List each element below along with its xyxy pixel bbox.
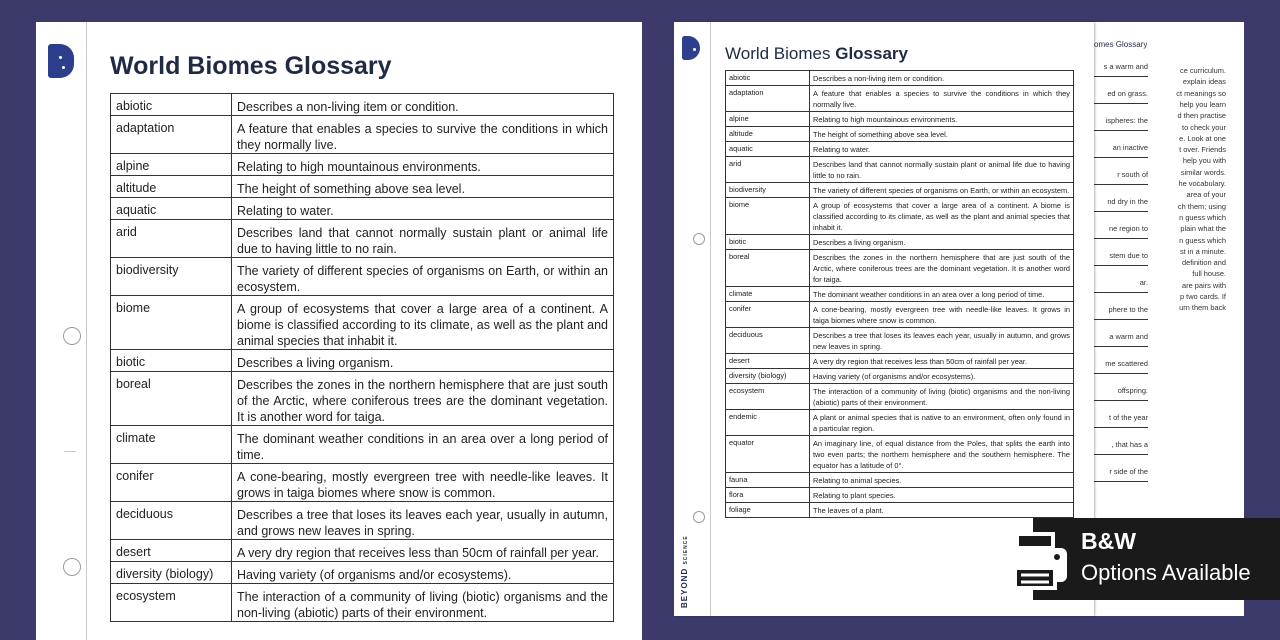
table-row <box>111 372 614 426</box>
table-row <box>726 112 1074 127</box>
glossary-definition: Relating to high mountainous environments. <box>232 154 614 176</box>
table-row <box>726 235 1074 250</box>
text-fragment: to check your <box>1182 122 1226 132</box>
text-fragment: p two cards. If <box>1179 292 1226 301</box>
text-fragment: t over. Friends <box>1179 145 1226 155</box>
text-fragment: me scattered <box>1105 359 1148 368</box>
glossary-term: aquatic <box>111 198 232 220</box>
table-line <box>1092 130 1148 131</box>
text-fragment: st in a minute. <box>1179 246 1226 256</box>
text-fragment: n guess which <box>1179 235 1226 245</box>
text-fragment: ar. <box>1139 278 1148 287</box>
glossary-term: arid <box>111 220 232 258</box>
table-row <box>111 94 614 116</box>
text-fragment: phere to the <box>1108 305 1148 314</box>
glossary-definition: Describes the zones in the northern hemisphere that are just south of the Arctic, where coniferous trees are the dominant vegetation. It is another word for taiga. <box>232 372 614 426</box>
glossary-definition: Describes a living organism. <box>232 350 614 372</box>
glossary-definition: Relating to water. <box>810 142 1074 157</box>
table-row <box>111 464 614 502</box>
glossary-definition: Describes a non-living item or condition. <box>810 71 1074 86</box>
text-fragment: explain ideas <box>1182 77 1226 87</box>
text-fragment: n guess which <box>1179 212 1226 222</box>
table-line <box>1092 157 1148 158</box>
glossary-definition: An imaginary line, of equal distance from the Poles, that splits the earth into two even parts; the northern hemisphere and the southern hemisphere. The equator has a latitude of 0°. <box>810 436 1074 473</box>
table-row <box>726 436 1074 473</box>
glossary-definition: The dominant weather conditions in an area over a long period of time. <box>232 426 614 464</box>
glossary-table <box>725 70 1074 518</box>
glossary-definition: A feature that enables a species to survive the conditions in which they normally live. <box>810 86 1074 112</box>
table-row <box>726 302 1074 328</box>
glossary-term: deciduous <box>111 502 232 540</box>
glossary-term: adaptation <box>726 86 810 112</box>
table-line <box>1092 373 1148 374</box>
glossary-term: abiotic <box>726 71 810 86</box>
page-margin-line <box>86 22 87 640</box>
glossary-term: altitude <box>111 176 232 198</box>
glossary-definition: Describes a living organism. <box>810 235 1074 250</box>
glossary-definition: Describes land that cannot normally sustain plant or animal life due to having little to no rain. <box>232 220 614 258</box>
printer-icon <box>1001 532 1069 590</box>
page-title: World Biomes Glossary <box>110 52 392 80</box>
table-row <box>726 183 1074 198</box>
table-row <box>726 86 1074 112</box>
text-fragment: r south of <box>1117 170 1148 179</box>
glossary-term: adaptation <box>111 116 232 154</box>
table-line <box>1092 184 1148 185</box>
glossary-definition: A group of ecosystems that cover a large area of a continent. A biome is classified according to its climate, as well as the plant and animal species that inhabit it. <box>232 296 614 350</box>
text-fragment: ispheres: the <box>1105 116 1148 125</box>
glossary-term: ecosystem <box>726 384 810 410</box>
banner-title: B&W <box>1081 528 1136 554</box>
glossary-term: deciduous <box>726 328 810 354</box>
glossary-term: conifer <box>726 302 810 328</box>
beyond-logo-icon <box>48 44 74 78</box>
text-fragment: ch them; using <box>1177 201 1226 211</box>
glossary-term: foliage <box>726 503 810 518</box>
glossary-term: altitude <box>726 127 810 142</box>
table-row <box>726 384 1074 410</box>
glossary-term: climate <box>726 287 810 302</box>
table-line <box>1092 400 1148 401</box>
glossary-term: fauna <box>726 473 810 488</box>
bw-options-banner[interactable] <box>1033 518 1280 600</box>
table-line <box>1092 319 1148 320</box>
glossary-definition: A plant or animal species that is native to an environment, often only found in a particular region. <box>810 410 1074 436</box>
table-row <box>111 220 614 258</box>
glossary-definition: The height of something above sea level. <box>232 176 614 198</box>
text-fragment: ce curriculum. <box>1180 66 1226 75</box>
glossary-definition: The interaction of a community of living (biotic) organisms and the non-living (abiotic) parts of their environment. <box>810 384 1074 410</box>
table-row <box>726 287 1074 302</box>
table-row <box>111 176 614 198</box>
glossary-definition: The height of something above sea level. <box>810 127 1074 142</box>
text-fragment: ed on grass. <box>1107 89 1148 98</box>
glossary-definition: A cone-bearing, mostly evergreen tree with needle-like leaves. It grows in taiga biomes where snow is common. <box>232 464 614 502</box>
table-row <box>111 426 614 464</box>
text-fragment: stem due to <box>1109 251 1148 260</box>
table-row <box>726 473 1074 488</box>
table-line <box>1092 76 1148 77</box>
punch-hole-icon <box>63 327 81 345</box>
page-title: omes Glossary <box>1094 40 1148 49</box>
glossary-definition: Relating to plant species. <box>810 488 1074 503</box>
text-fragment: help you with <box>1182 156 1226 166</box>
glossary-term: climate <box>111 426 232 464</box>
text-fragment: help you learn <box>1179 99 1226 109</box>
glossary-term: alpine <box>726 112 810 127</box>
punch-hole-icon <box>693 233 705 245</box>
beyond-science-brand: BEYOND SCIENCE <box>680 535 689 608</box>
glossary-term: boreal <box>111 372 232 426</box>
table-row <box>111 116 614 154</box>
glossary-term: aquatic <box>726 142 810 157</box>
punch-hole-icon <box>693 511 705 523</box>
glossary-term: endemic <box>726 410 810 436</box>
text-fragment: urn them back <box>1179 303 1226 313</box>
table-line <box>1092 265 1148 266</box>
glossary-definition: A cone-bearing, mostly evergreen tree with needle-like leaves. It grows in taiga biomes where snow is common. <box>810 302 1074 328</box>
table-row <box>111 502 614 540</box>
glossary-definition: The variety of different species of organisms on Earth, or within an ecosystem. <box>232 258 614 296</box>
text-fragment: nd dry in the <box>1107 197 1148 206</box>
glossary-definition: A very dry region that receives less than 50cm of rainfall per year. <box>232 540 614 562</box>
glossary-definition: The interaction of a community of living (biotic) organisms and the non-living (abiotic) parts of their environment. <box>232 584 614 622</box>
glossary-term: desert <box>726 354 810 369</box>
table-row <box>726 157 1074 183</box>
beyond-logo-icon <box>682 36 700 60</box>
glossary-definition: Describes a tree that loses its leaves each year, usually in autumn, and grows new leaves in spring. <box>232 502 614 540</box>
glossary-definition: Relating to water. <box>232 198 614 220</box>
glossary-term: diversity (biology) <box>726 369 810 384</box>
text-fragment: d then practise <box>1177 111 1226 121</box>
glossary-definition: Describes land that cannot normally sustain plant or animal life due to having little to no rain. <box>810 157 1074 183</box>
glossary-term: flora <box>726 488 810 503</box>
table-line <box>1092 103 1148 104</box>
glossary-term: equator <box>726 436 810 473</box>
table-line <box>1092 346 1148 347</box>
page-margin-line <box>710 22 711 616</box>
table-row <box>111 154 614 176</box>
table-row <box>111 198 614 220</box>
text-fragment: definition and <box>1182 258 1226 268</box>
table-line <box>1092 238 1148 239</box>
text-fragment: ne region to <box>1108 224 1148 233</box>
table-row <box>726 503 1074 518</box>
table-row <box>726 71 1074 86</box>
table-row <box>111 540 614 562</box>
text-fragment: plain what the <box>1180 224 1226 234</box>
table-row <box>726 250 1074 287</box>
glossary-table <box>110 93 614 622</box>
table-row <box>726 354 1074 369</box>
text-fragment: e. Look at one <box>1179 133 1226 143</box>
table-line <box>1092 481 1148 482</box>
table-row <box>111 296 614 350</box>
glossary-page-preview <box>674 22 1094 616</box>
table-row <box>726 328 1074 354</box>
text-fragment: offspring. <box>1117 386 1148 395</box>
glossary-term: biome <box>726 198 810 235</box>
table-row <box>726 410 1074 436</box>
text-fragment: , that has a <box>1111 440 1148 449</box>
glossary-definition: Relating to animal species. <box>810 473 1074 488</box>
glossary-page-main <box>36 22 642 640</box>
glossary-term: diversity (biology) <box>111 562 232 584</box>
text-fragment: ct meanings so <box>1176 88 1226 98</box>
glossary-definition: Having variety (of organisms and/or ecosystems). <box>810 369 1074 384</box>
table-row <box>111 258 614 296</box>
glossary-term: boreal <box>726 250 810 287</box>
punch-hole-icon <box>63 558 81 576</box>
table-line <box>1092 292 1148 293</box>
glossary-term: desert <box>111 540 232 562</box>
glossary-definition: A very dry region that receives less than 50cm of rainfall per year. <box>810 354 1074 369</box>
table-row <box>726 142 1074 157</box>
glossary-term: biodiversity <box>726 183 810 198</box>
text-fragment: t of the year <box>1108 413 1148 422</box>
table-row <box>726 369 1074 384</box>
glossary-term: ecosystem <box>111 584 232 622</box>
glossary-term: biotic <box>111 350 232 372</box>
text-fragment: are pairs with <box>1182 280 1226 290</box>
text-fragment: an inactive <box>1112 143 1148 152</box>
table-row <box>111 562 614 584</box>
glossary-definition: The leaves of a plant. <box>810 503 1074 518</box>
text-fragment: s a warm and <box>1103 62 1148 71</box>
table-line <box>1092 454 1148 455</box>
glossary-definition: A feature that enables a species to survive the conditions in which they normally live. <box>232 116 614 154</box>
glossary-definition: Describes the zones in the northern hemisphere that are just south of the Arctic, where coniferous trees are the dominant vegetation. It is another word for taiga. <box>810 250 1074 287</box>
table-line <box>1092 427 1148 428</box>
table-row <box>111 350 614 372</box>
text-fragment: r side of the <box>1109 467 1148 476</box>
glossary-term: biotic <box>726 235 810 250</box>
table-line <box>1092 211 1148 212</box>
glossary-term: conifer <box>111 464 232 502</box>
table-row <box>726 488 1074 503</box>
glossary-term: abiotic <box>111 94 232 116</box>
table-row <box>726 198 1074 235</box>
glossary-definition: Describes a non-living item or condition. <box>232 94 614 116</box>
glossary-definition: The variety of different species of organisms on Earth, or within an ecosystem. <box>810 183 1074 198</box>
text-fragment: full house. <box>1192 269 1226 279</box>
glossary-definition: Describes a tree that loses its leaves each year, usually in autumn, and grows new leaves in spring. <box>810 328 1074 354</box>
fold-mark <box>64 451 76 452</box>
text-fragment: he vocabulary. <box>1178 179 1226 188</box>
glossary-definition: The dominant weather conditions in an area over a long period of time. <box>810 287 1074 302</box>
glossary-definition: Relating to high mountainous environments. <box>810 112 1074 127</box>
text-fragment: similar words. <box>1180 167 1226 177</box>
glossary-term: biome <box>111 296 232 350</box>
glossary-definition: A group of ecosystems that cover a large area of a continent. A biome is classified according to its climate, as well as the plant and animal species that inhabit it. <box>810 198 1074 235</box>
banner-subtitle: Options Available <box>1081 560 1251 585</box>
text-fragment: area of your <box>1186 190 1226 200</box>
table-row <box>726 127 1074 142</box>
table-row <box>111 584 614 622</box>
page-title: World Biomes Glossary <box>725 44 908 63</box>
glossary-term: arid <box>726 157 810 183</box>
text-fragment: a warm and <box>1109 332 1148 341</box>
glossary-term: alpine <box>111 154 232 176</box>
glossary-definition: Having variety (of organisms and/or ecosystems). <box>232 562 614 584</box>
glossary-term: biodiversity <box>111 258 232 296</box>
